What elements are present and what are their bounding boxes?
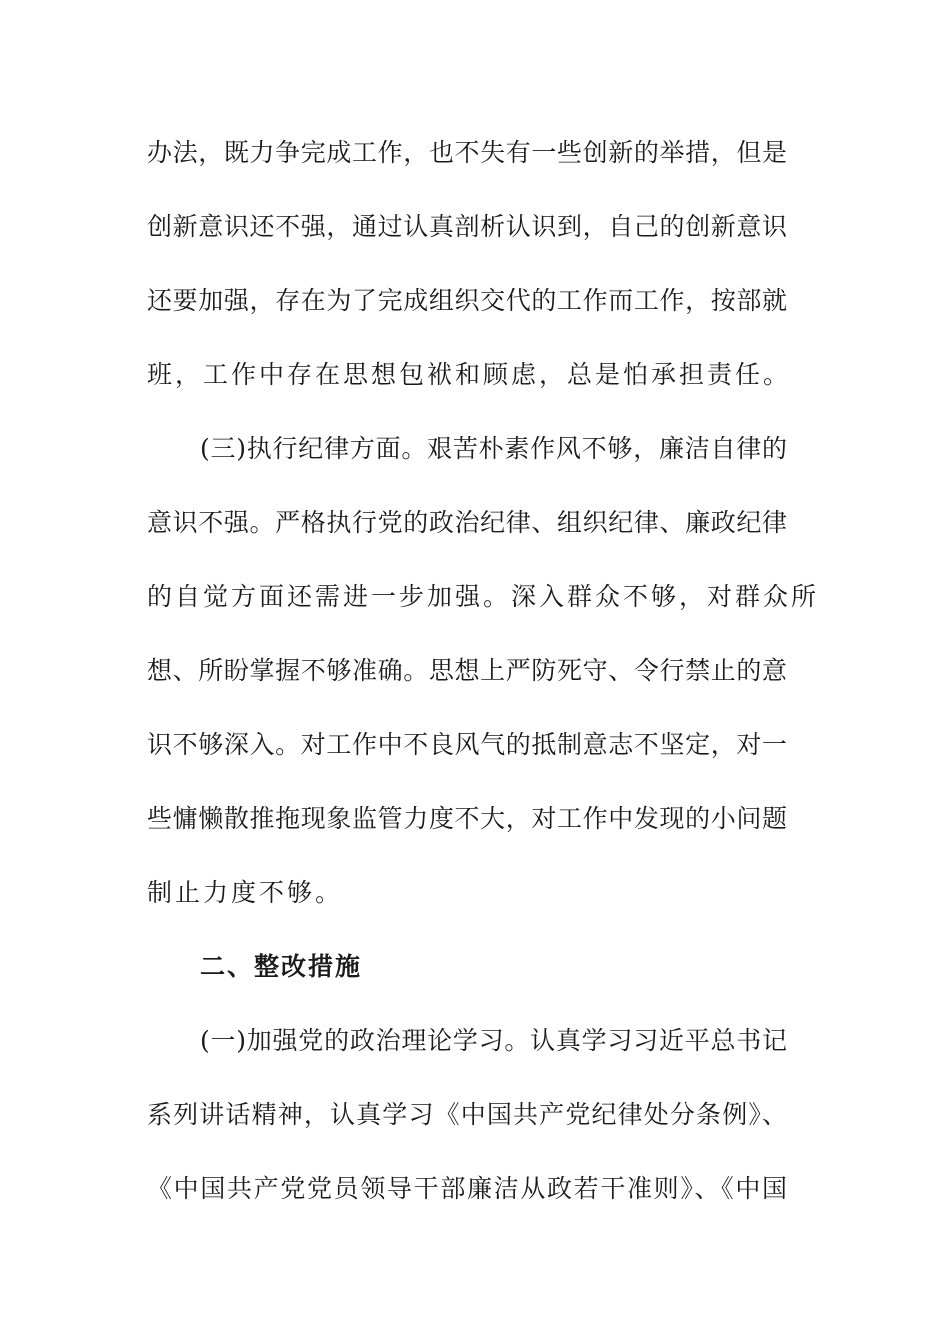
body-text-line: 识不够深入。对工作中不良风气的抵制意志不坚定，对一 (147, 730, 787, 759)
body-text-line: 还要加强，存在为了完成组织交代的工作而工作，按部就 (147, 286, 787, 315)
measure-one-intro-line: (一)加强党的政治理论学习。认真学习习近平总书记 (200, 1026, 787, 1055)
body-text-line: 班，工作中存在思想包袱和顾虑，总是怕承担责任。 (147, 360, 792, 389)
section-three-intro-line: (三)执行纪律方面。艰苦朴素作风不够，廉洁自律的 (200, 434, 787, 463)
body-text-line: 《中国共产党党员领导干部廉洁从政若干准则》、《中国 (147, 1174, 787, 1203)
body-text-line: 办法，既力争完成工作，也不失有一些创新的举措，但是 (147, 138, 787, 167)
body-text-line: 些慵懒散推拖现象监管力度不大，对工作中发现的小问题 (147, 804, 787, 833)
body-text-line: 想、所盼掌握不够准确。思想上严防死守、令行禁止的意 (147, 656, 787, 685)
body-text-line: 创新意识还不强，通过认真剖析认识到，自己的创新意识 (147, 212, 787, 241)
section-heading: 二、整改措施 (200, 952, 363, 981)
body-text-line: 系列讲话精神，认真学习《中国共产党纪律处分条例》、 (147, 1100, 787, 1129)
body-text-line: 意识不强。严格执行党的政治纪律、组织纪律、廉政纪律 (147, 508, 787, 537)
body-text-line: 的自觉方面还需进一步加强。深入群众不够，对群众所 (147, 582, 820, 611)
body-text-line: 制止力度不够。 (147, 878, 344, 907)
